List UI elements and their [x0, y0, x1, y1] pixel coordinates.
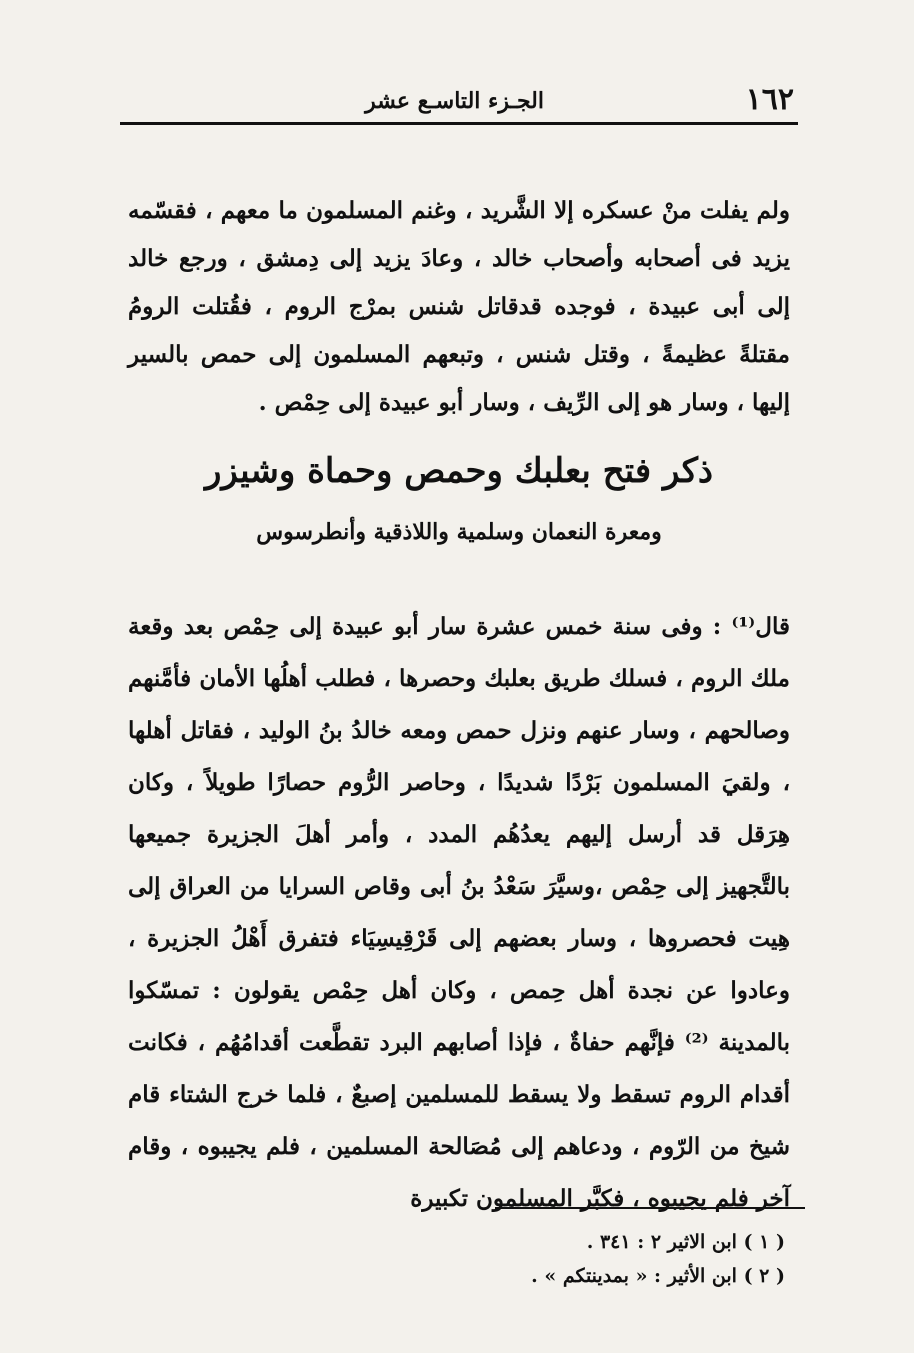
running-head: الجـزء التاسـع عشر [365, 88, 544, 114]
footnote-rule [495, 1207, 805, 1209]
body-paragraph-2: قال⁽¹⁾ : وفى سنة خمس عشرة سار أبو عبيدة إلى حِمْص بعد وقعة ملك الروم ، فسلك طريق بعلبك وحصرها ، فطلب أهلُها الأمان فأمَّنهم وصالحهم ، وسار عنهم ونزل حمص ومعه خالدُ بنُ الوليد ، فقاتل أهلها ، ولقيَ المسلمون بَرْدًا شديدًا ، وحاصر الرُّوم حصارًا طويلاً ، وكان هِرَقل قد أرسل إليهم يعدُهُم المدد ، وأمر أهلَ الجزيرة جميعها بالتَّجهيز إلى حِمْص ،وسيَّرَ سَعْدُ بنُ أبى وقاص السرايا من العراق إلى هِيت فحصروها ، وسار بعضهم إلى قَرْقِيسِيَاء فتفرق أَهْلُ الجزيرة ، وعادوا عن نجدة أهل حِمص ، وكان أهل حِمْص يقولون : تمسّكوا بالمدينة ⁽²⁾ فإنَّهم حفاةٌ ، فإذا أصابهم البرد تقطَّعت أقدامُهُم ، فكانت أقدام الروم تسقط ولا يسقط للمسلمين إصبعٌ ، فلما خرج الشتاء قام شيخ من الرّوم ، ودعاهم إلى مُصَالحة المسلمين ، فلم يجيبوه ، وقام آخر فلم يجيبوه ، فكبَّر المسلمون تكبيرة [128, 613, 790, 1212]
footnote-2: ( ٢ ) ابن الأثير : « بمدينتكم » . [531, 1265, 785, 1287]
footnotes [440, 1225, 785, 1293]
section-subtitle: ومعرة النعمان وسلمية واللاذقية وأنطرسوس [256, 519, 662, 545]
footnote-1: ( ١ ) ابن الاثير ٢ : ٣٤١ . [586, 1231, 785, 1253]
header-rule [120, 122, 798, 125]
section-title: ذكر فتح بعلبك وحمص وحماة وشيزر [204, 451, 714, 491]
page-number: ١٦٢ [745, 82, 794, 117]
page-header [118, 82, 794, 122]
body-paragraph-1: ولم يفلت منْ عسكره إلا الشَّريد ، وغنم المسلمون ما معهم ، فقسّمه يزيد فى أصحابه وأصحاب خالد ، وعادَ يزيد إلى دِمشق ، ورجع خالد إلى أبى عبيدة ، فوجده قدقاتل شنس بمرْج الروم ، فقُتلت الرومُ مقتلةً عظيمةً ، وقتل شنس ، وتبعهم المسلمون إلى حمص بالسير إليها ، وسار هو إلى الرِّيف ، وسار أبو عبيدة إلى حِمْص . [128, 197, 790, 416]
